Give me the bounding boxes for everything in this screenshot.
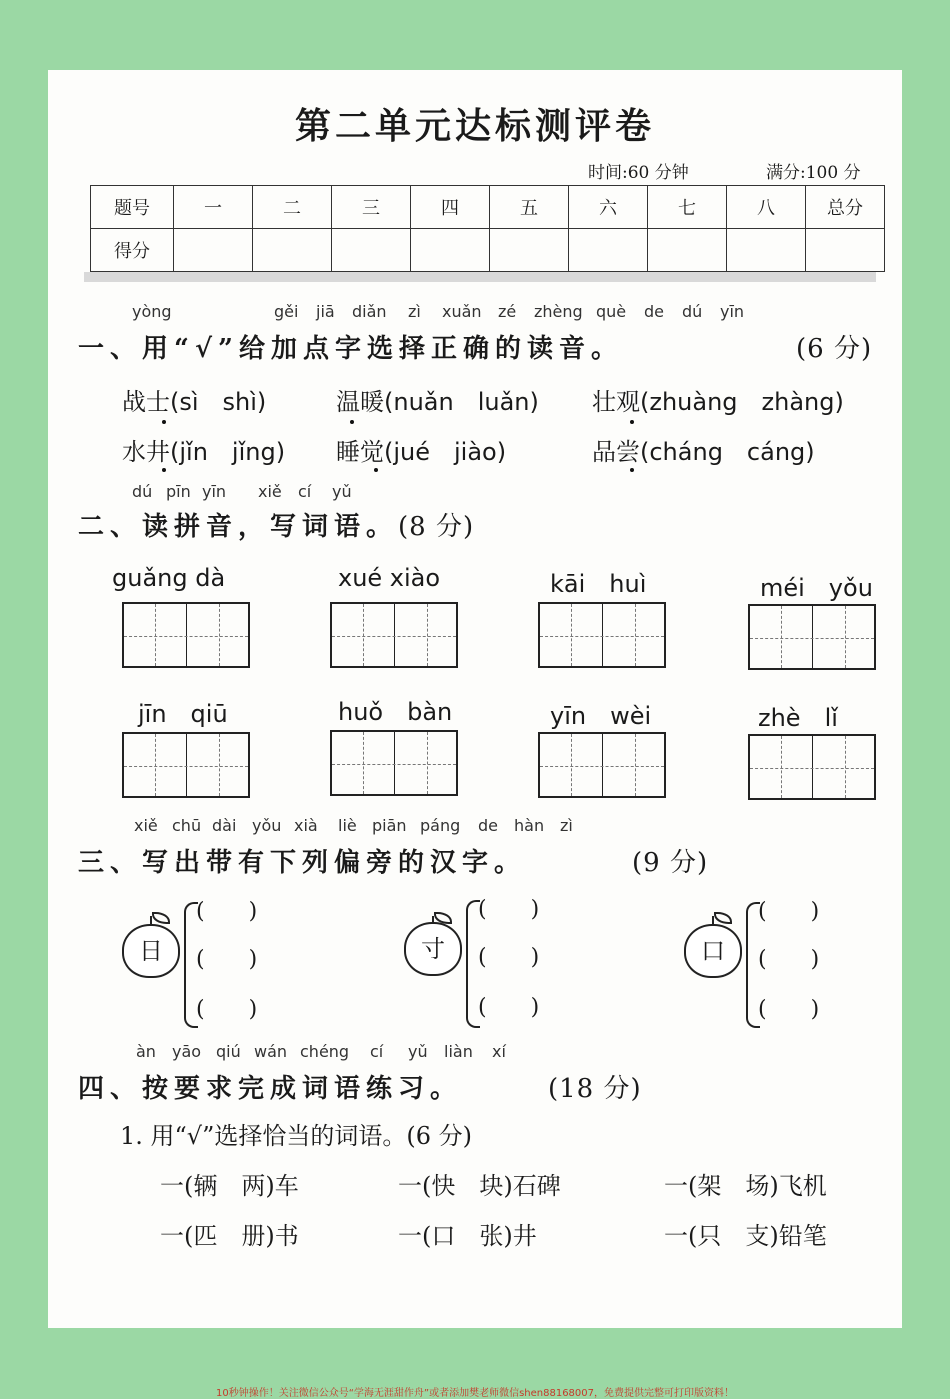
- blank-parenthesis[interactable]: ( ): [478, 995, 540, 1020]
- item-word: 睡觉: [336, 438, 384, 466]
- pinyin-annotation: zé: [498, 302, 517, 321]
- pinyin-annotation: yòng: [132, 302, 172, 321]
- header-cell: 六: [569, 186, 648, 229]
- measure-word-item[interactable]: 一(只 支)铅笔: [664, 1222, 827, 1250]
- writing-grid[interactable]: [122, 602, 250, 668]
- score-cell[interactable]: [727, 229, 806, 272]
- reading-item: [592, 382, 844, 417]
- emphasis-dot: [350, 420, 354, 424]
- measure-word-item[interactable]: 一(辆 两)车: [160, 1172, 299, 1200]
- score-table-score-row: [91, 229, 885, 272]
- pinyin-annotation: de: [644, 302, 664, 321]
- score-cell[interactable]: [253, 229, 332, 272]
- table-shadow: [84, 272, 876, 282]
- pinyin-annotation: chū: [172, 816, 202, 835]
- worksheet-page: [48, 70, 902, 1328]
- emphasis-dot: [162, 420, 166, 424]
- pinyin-annotation: dú: [682, 302, 703, 321]
- header-cell: 题号: [91, 186, 174, 229]
- pinyin-annotation: hàn: [514, 816, 545, 835]
- word-pinyin: xué xiào: [338, 564, 441, 592]
- emphasis-dot: [374, 468, 378, 472]
- pinyin-annotation: dài: [212, 816, 237, 835]
- word-pinyin: guǎng dà: [112, 564, 226, 592]
- emphasis-dot: [630, 468, 634, 472]
- reading-item: [122, 382, 266, 417]
- section-4-score: (18 分): [548, 1074, 642, 1104]
- pinyin-annotation: xuǎn: [442, 302, 482, 321]
- section-2-score: (8 分): [398, 512, 475, 542]
- page-title: 第二单元达标测评卷: [294, 105, 655, 147]
- header-cell: 八: [727, 186, 806, 229]
- blank-parenthesis[interactable]: ( ): [478, 897, 540, 922]
- time-limit: 时间:60 分钟: [588, 163, 689, 183]
- writing-grid[interactable]: [330, 602, 458, 668]
- measure-word-item[interactable]: 一(口 张)井: [398, 1222, 537, 1250]
- score-cell[interactable]: [806, 229, 885, 272]
- pinyin-annotation: diǎn: [352, 302, 387, 321]
- item-word: 水井: [122, 438, 170, 466]
- word-pinyin: zhè lǐ: [758, 704, 838, 732]
- emphasis-dot: [630, 420, 634, 424]
- word-pinyin: méi yǒu: [760, 574, 873, 602]
- pinyin-annotation: liàn: [444, 1042, 473, 1061]
- pinyin-annotation: què: [596, 302, 627, 321]
- pinyin-annotation: yǔ: [332, 482, 352, 501]
- footer-promo-text: 10秒钟操作！关注微信公众号“学海无涯甜作舟”或者添加樊老师微信shen88168007，免费提供完整可打印版资料！: [215, 1388, 735, 1399]
- pinyin-annotation: jiā: [316, 302, 335, 321]
- section-1-title: 一、用“√”给加点字选择正确的读音。: [78, 334, 623, 364]
- pinyin-annotation: cí: [370, 1042, 384, 1061]
- item-word: 品尝: [592, 438, 640, 466]
- word-pinyin: huǒ bàn: [338, 698, 453, 726]
- pinyin-annotation: wán: [254, 1042, 288, 1061]
- score-cell[interactable]: [174, 229, 253, 272]
- measure-word-item[interactable]: 一(匹 册)书: [160, 1222, 299, 1250]
- reading-item: [592, 432, 815, 467]
- apple-leaf: [152, 912, 170, 924]
- word-pinyin: yīn wèi: [550, 702, 652, 730]
- blank-parenthesis[interactable]: ( ): [196, 997, 258, 1022]
- score-table-header-row: [91, 186, 885, 229]
- item-word: 温暖: [336, 388, 384, 416]
- writing-grid[interactable]: [538, 732, 666, 798]
- item-options[interactable]: (cháng cáng): [640, 438, 815, 466]
- item-options[interactable]: (jué jiào): [384, 438, 507, 466]
- pinyin-annotation: liè: [338, 816, 357, 835]
- score-cell[interactable]: [648, 229, 727, 272]
- blank-parenthesis[interactable]: ( ): [758, 899, 820, 924]
- writing-grid[interactable]: [748, 734, 876, 800]
- section-3-score: (9 分): [632, 848, 709, 878]
- item-options[interactable]: (nuǎn luǎn): [384, 388, 539, 416]
- section-2-title: 二、读拼音，写词语。: [78, 512, 399, 542]
- pinyin-annotation: pīn: [166, 482, 191, 501]
- emphasis-dot: [162, 468, 166, 472]
- pinyin-annotation: xiě: [258, 482, 282, 501]
- pinyin-annotation: xiě: [134, 816, 158, 835]
- score-table: [90, 185, 885, 272]
- header-cell: 三: [332, 186, 411, 229]
- measure-word-item[interactable]: 一(快 块)石碑: [398, 1172, 561, 1200]
- pinyin-annotation: yāo: [172, 1042, 202, 1061]
- blank-parenthesis[interactable]: ( ): [758, 997, 820, 1022]
- item-options[interactable]: (jǐn jǐng): [170, 438, 286, 466]
- score-cell[interactable]: [569, 229, 648, 272]
- reading-item: [336, 382, 539, 417]
- pinyin-annotation: zì: [560, 816, 573, 835]
- pinyin-annotation: de: [478, 816, 498, 835]
- radical-apple: 寸: [404, 922, 462, 976]
- radical-apple: 日: [122, 924, 180, 978]
- word-pinyin: jīn qiū: [138, 700, 228, 728]
- writing-grid[interactable]: [748, 604, 876, 670]
- pinyin-annotation: páng: [420, 816, 461, 835]
- pinyin-annotation: àn: [136, 1042, 156, 1061]
- reading-item: [122, 432, 285, 467]
- score-cell[interactable]: [411, 229, 490, 272]
- item-word: 战士: [122, 388, 170, 416]
- item-options[interactable]: (zhuàng zhàng): [640, 388, 844, 416]
- score-cell[interactable]: [332, 229, 411, 272]
- header-cell: 总分: [806, 186, 885, 229]
- header-cell: 七: [648, 186, 727, 229]
- pinyin-annotation: chéng: [300, 1042, 350, 1061]
- header-cell: 二: [253, 186, 332, 229]
- pinyin-annotation: zhèng: [534, 302, 583, 321]
- blank-parenthesis[interactable]: ( ): [478, 945, 540, 970]
- pinyin-annotation: zì: [408, 302, 421, 321]
- pinyin-annotation: qiú: [216, 1042, 241, 1061]
- header-cell: 五: [490, 186, 569, 229]
- reading-item: [336, 432, 506, 467]
- measure-word-item[interactable]: 一(架 场)飞机: [664, 1172, 827, 1200]
- full-score: 满分:100 分: [766, 163, 861, 183]
- blank-parenthesis[interactable]: ( ): [196, 947, 258, 972]
- item-options[interactable]: (sì shì): [170, 388, 267, 416]
- pinyin-annotation: piān: [372, 816, 407, 835]
- pinyin-annotation: yǔ: [408, 1042, 428, 1061]
- section-4-title: 四、按要求完成词语练习。: [78, 1074, 463, 1104]
- score-cell[interactable]: [490, 229, 569, 272]
- pinyin-annotation: gěi: [274, 302, 299, 321]
- writing-grid[interactable]: [330, 730, 458, 796]
- subquestion-1-title: 1. 用“√”选择恰当的词语。(6 分): [120, 1122, 472, 1150]
- header-cell: 一: [174, 186, 253, 229]
- row-label: 得分: [91, 229, 174, 272]
- writing-grid[interactable]: [122, 732, 250, 798]
- writing-grid[interactable]: [538, 602, 666, 668]
- pinyin-annotation: yīn: [720, 302, 745, 321]
- item-word: 壮观: [592, 388, 640, 416]
- apple-leaf: [714, 912, 732, 924]
- pinyin-annotation: xí: [492, 1042, 506, 1061]
- section-1-score: (6 分): [796, 334, 873, 364]
- blank-parenthesis[interactable]: ( ): [196, 899, 258, 924]
- header-cell: 四: [411, 186, 490, 229]
- pinyin-annotation: cí: [298, 482, 312, 501]
- pinyin-annotation: yīn: [202, 482, 227, 501]
- pinyin-annotation: xià: [294, 816, 318, 835]
- blank-parenthesis[interactable]: ( ): [758, 947, 820, 972]
- pinyin-annotation: yǒu: [252, 816, 282, 835]
- word-pinyin: kāi huì: [550, 570, 647, 598]
- section-3-title: 三、写出带有下列偏旁的汉字。: [78, 848, 527, 878]
- pinyin-annotation: dú: [132, 482, 153, 501]
- radical-apple: 口: [684, 924, 742, 978]
